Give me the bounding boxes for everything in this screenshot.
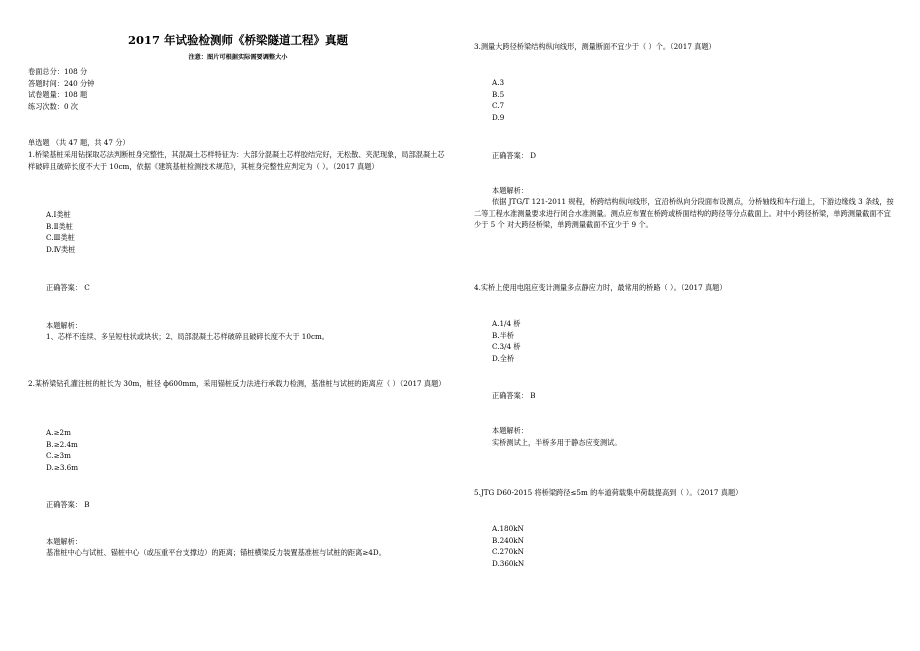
question-1-answer: 正确答案： C — [46, 283, 90, 292]
question-4-option-a: A.1/4 桥 — [492, 319, 521, 328]
question-4-option-b: B.半桥 — [492, 330, 514, 340]
question-2-option-b: B.≥2.4m — [46, 439, 78, 449]
question-3-option-a: A.3 — [492, 78, 505, 87]
question-5-option-a: A.180kN — [492, 524, 524, 533]
question-3-answer: 正确答案： D — [492, 151, 536, 160]
question-5-stem: 5.JTG D60-2015 将桥梁跨径≤5m 的车道荷载集中荷载提高到（ ）。（2017 真题） — [474, 488, 743, 497]
question-2-option-a: A.≥2m — [46, 428, 71, 437]
question-2-answer: 正确答案： B — [46, 500, 90, 509]
info-question-count: 试卷题量：108 题 — [28, 90, 88, 99]
info-practice-count: 练习次数：0 次 — [28, 101, 78, 111]
question-3-options — [474, 77, 504, 123]
info-duration: 答题时间：240 分钟 — [28, 78, 95, 88]
question-3-analysis: 依据 JTG/T 121-2011 规程，桥跨结构纵向线形，宜沿桥纵向分段面布设测点，分桥轴线和车行道上，下游边缘线 3 条线，按二等工程水准测量要求进行闭合水准测量。测点应布置在桥跨或桥面结构的跨径等分点截面上。对中小跨径桥梁，单跨测量截面不宜少于 5 个 对大跨径桥梁，单跨测量截面不宜少于 9 个。 — [474, 197, 894, 229]
info-total-score: 卷面总分：108 分 — [28, 67, 88, 76]
question-3-option-b: B.5 — [492, 89, 505, 99]
question-1-option-a: A.Ⅰ类桩 — [46, 210, 71, 219]
page-note: 注意：图片可根据实际需要调整大小 — [188, 54, 288, 61]
question-5-options — [474, 523, 524, 569]
question-2-stem: 2.某桥梁钻孔灌注桩的桩长为 30m，桩径 ф600mm，采用锚桩反力法进行承载力检测，基准桩与试桩的距离应（ ）（2017 真题） — [28, 379, 446, 388]
question-2-options — [28, 427, 78, 473]
question-1-option-b: B.Ⅱ类桩 — [46, 221, 73, 231]
question-3-stem: 3.测量大跨径桥梁结构纵向线形，测量断面不宜少于（ ）个。（2017 真题） — [474, 42, 716, 51]
question-5-option-c: C.270kN — [492, 547, 524, 556]
question-5-option-d: D.360kN — [492, 558, 525, 568]
section-heading: 单选题 （共 47 题，共 47 分） — [28, 138, 130, 147]
question-3-option-c: C.7 — [492, 101, 505, 110]
question-2-option-c: C.≥3m — [46, 451, 71, 460]
question-4-options — [474, 318, 521, 364]
question-1-options — [28, 209, 75, 255]
question-4-stem: 4.实桥上使用电阻应变计测量多点静应力时，最常用的桥路（ ）。（2017 真题） — [474, 283, 727, 292]
question-4-answer: 正确答案： B — [492, 391, 536, 400]
question-3-analysis-label: 本题解析： — [492, 186, 528, 195]
question-5-option-b: B.240kN — [492, 535, 524, 545]
question-1-stem: 1.桥梁基桩采用钻探取芯法判断桩身完整性，其混凝土芯样特征为：大部分混凝土芯样胶结完好，无松散、夹泥现象，局部混凝土芯样破碎且破碎长度不大于 10cm，依据《建筑基桩检测技术规范》，其桩身完整性应判定为（ ）。（2017 真题） — [28, 150, 445, 171]
question-1-option-c: C.Ⅲ类桩 — [46, 233, 75, 242]
question-4-option-c: C.3/4 桥 — [492, 342, 521, 351]
question-1-analysis: 1、芯样不连续、多呈短柱状或块状；2、局部混凝土芯样破碎且破碎长度不大于 10cm。 — [46, 332, 329, 341]
question-2-option-d: D.≥3.6m — [46, 462, 79, 472]
question-1-analysis-label: 本题解析： — [46, 321, 82, 330]
question-2-analysis: 基准桩中心与试桩、锚桩中心（或压重平台支撑边）的距离；锚桩横梁反力装置基准桩与试桩的距离≥4D。 — [46, 548, 386, 557]
question-4-analysis: 实桥测试上，半桥多用于静态应变测试。 — [492, 438, 622, 447]
question-1-option-d: D.Ⅳ类桩 — [46, 244, 76, 254]
exam-info — [28, 66, 94, 112]
question-4-analysis-label: 本题解析： — [492, 426, 528, 435]
question-2-analysis-label: 本题解析： — [46, 537, 82, 546]
question-3-option-d: D.9 — [492, 112, 505, 122]
question-4-option-d: D.全桥 — [492, 353, 515, 363]
page-title: 2017 年试验检测师《桥梁隧道工程》真题 — [127, 33, 348, 47]
